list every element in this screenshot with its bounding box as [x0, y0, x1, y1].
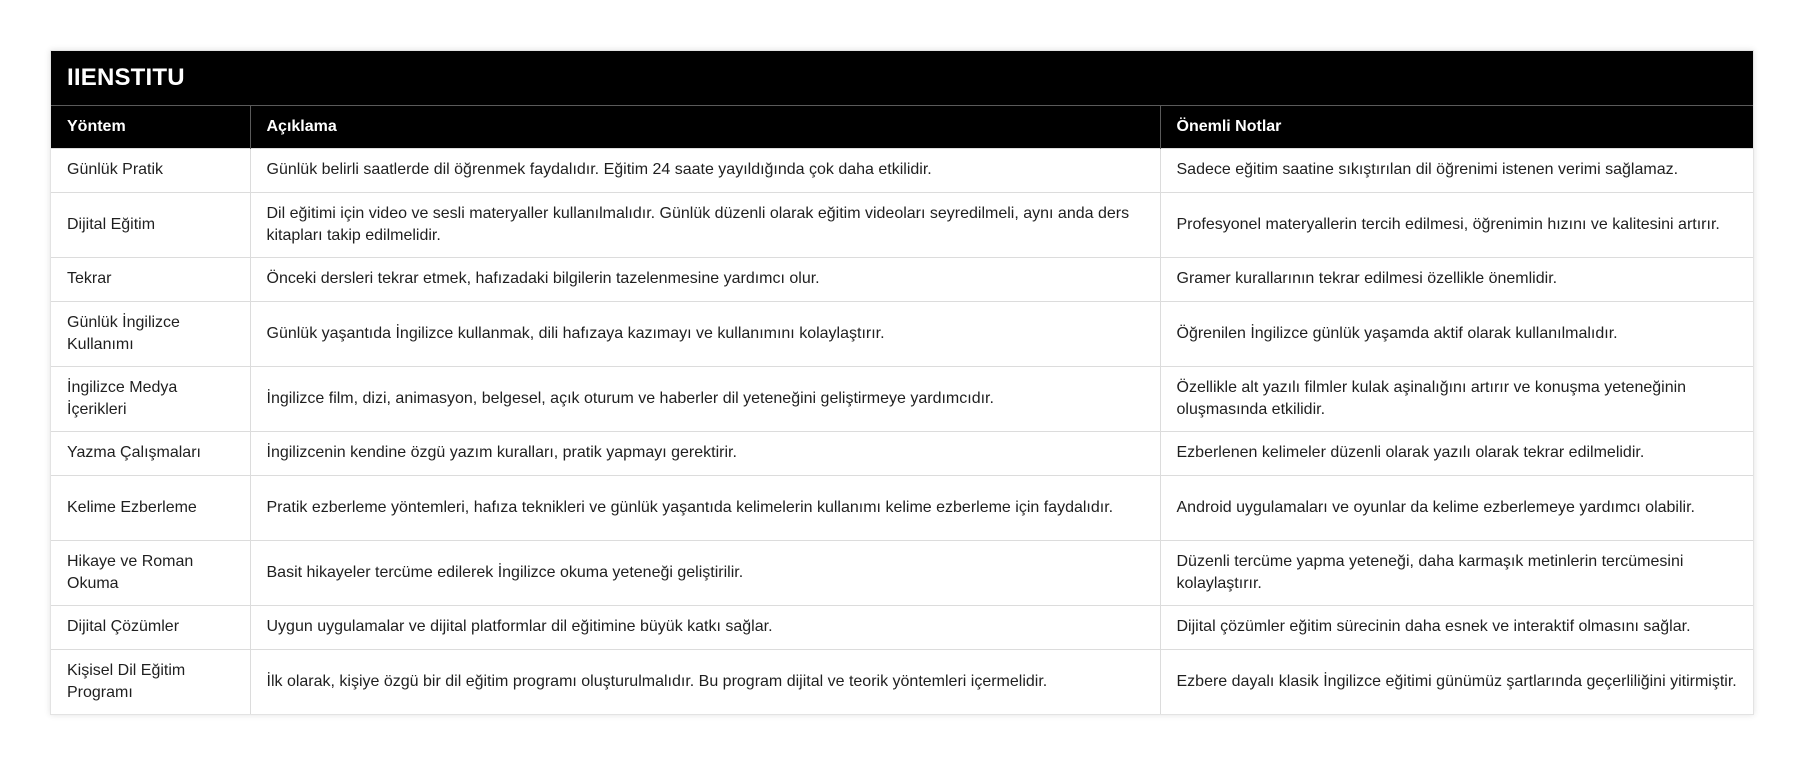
methods-table: [51, 105, 1753, 714]
cell-description: Basit hikayeler tercüme edilerek İngilizce okuma yeteneği geliştirilir.: [250, 541, 1160, 606]
cell-description: Pratik ezberleme yöntemleri, hafıza teknikleri ve günlük yaşantıda kelimelerin kullanımı kelime ezberleme için faydalıdır.: [250, 476, 1160, 541]
cell-method: Kelime Ezberleme: [51, 476, 250, 541]
cell-description: Günlük yaşantıda İngilizce kullanmak, dili hafızaya kazımayı ve kullanımını kolaylaştırır.: [250, 302, 1160, 367]
cell-method: Kişisel Dil Eğitim Programı: [51, 650, 250, 715]
cell-method: Tekrar: [51, 258, 250, 302]
table-title: IIENSTITU: [51, 51, 1753, 105]
cell-description: Dil eğitimi için video ve sesli materyaller kullanılmalıdır. Günlük düzenli olarak eğitim videoları seyredilmeli, aynı anda ders kitapları takip edilmelidir.: [250, 193, 1160, 258]
cell-description: İngilizcenin kendine özgü yazım kuralları, pratik yapmayı gerektirir.: [250, 432, 1160, 476]
cell-notes: Dijital çözümler eğitim sürecinin daha esnek ve interaktif olmasını sağlar.: [1160, 606, 1753, 650]
cell-notes: Ezberlenen kelimeler düzenli olarak yazılı olarak tekrar edilmelidir.: [1160, 432, 1753, 476]
cell-notes: Profesyonel materyallerin tercih edilmesi, öğrenimin hızını ve kalitesini artırır.: [1160, 193, 1753, 258]
table-row: [51, 302, 1753, 367]
table-row: [51, 432, 1753, 476]
table-row: [51, 258, 1753, 302]
cell-method: Günlük İngilizce Kullanımı: [51, 302, 250, 367]
column-header-notes: Önemli Notlar: [1160, 106, 1753, 149]
cell-notes: Ezbere dayalı klasik İngilizce eğitimi günümüz şartlarında geçerliliğini yitirmiştir.: [1160, 650, 1753, 715]
column-header-description: Açıklama: [250, 106, 1160, 149]
header-row: [51, 106, 1753, 149]
cell-description: Günlük belirli saatlerde dil öğrenmek faydalıdır. Eğitim 24 saate yayıldığında çok daha etkilidir.: [250, 149, 1160, 193]
column-header-method: Yöntem: [51, 106, 250, 149]
table-row: [51, 606, 1753, 650]
table-row: [51, 149, 1753, 193]
cell-method: Dijital Çözümler: [51, 606, 250, 650]
cell-notes: Düzenli tercüme yapma yeteneği, daha karmaşık metinlerin tercümesini kolaylaştırır.: [1160, 541, 1753, 606]
cell-description: Önceki dersleri tekrar etmek, hafızadaki bilgilerin tazelenmesine yardımcı olur.: [250, 258, 1160, 302]
cell-method: İngilizce Medya İçerikleri: [51, 367, 250, 432]
table-row: [51, 476, 1753, 541]
cell-method: Yazma Çalışmaları: [51, 432, 250, 476]
cell-description: Uygun uygulamalar ve dijital platformlar dil eğitimine büyük katkı sağlar.: [250, 606, 1160, 650]
cell-notes: Öğrenilen İngilizce günlük yaşamda aktif olarak kullanılmalıdır.: [1160, 302, 1753, 367]
cell-method: Hikaye ve Roman Okuma: [51, 541, 250, 606]
cell-method: Dijital Eğitim: [51, 193, 250, 258]
methods-table-card: [50, 50, 1754, 715]
cell-notes: Sadece eğitim saatine sıkıştırılan dil öğrenimi istenen verimi sağlamaz.: [1160, 149, 1753, 193]
cell-method: Günlük Pratik: [51, 149, 250, 193]
cell-notes: Android uygulamaları ve oyunlar da kelime ezberlemeye yardımcı olabilir.: [1160, 476, 1753, 541]
table-row: [51, 650, 1753, 715]
cell-notes: Özellikle alt yazılı filmler kulak aşinalığını artırır ve konuşma yeteneğinin oluşmasında etkilidir.: [1160, 367, 1753, 432]
cell-notes: Gramer kurallarının tekrar edilmesi özellikle önemlidir.: [1160, 258, 1753, 302]
table-row: [51, 193, 1753, 258]
table-row: [51, 367, 1753, 432]
cell-description: İlk olarak, kişiye özgü bir dil eğitim programı oluşturulmalıdır. Bu program dijital ve teorik yöntemleri içermelidir.: [250, 650, 1160, 715]
table-row: [51, 541, 1753, 606]
cell-description: İngilizce film, dizi, animasyon, belgesel, açık oturum ve haberler dil yeteneğini geliştirmeye yardımcıdır.: [250, 367, 1160, 432]
